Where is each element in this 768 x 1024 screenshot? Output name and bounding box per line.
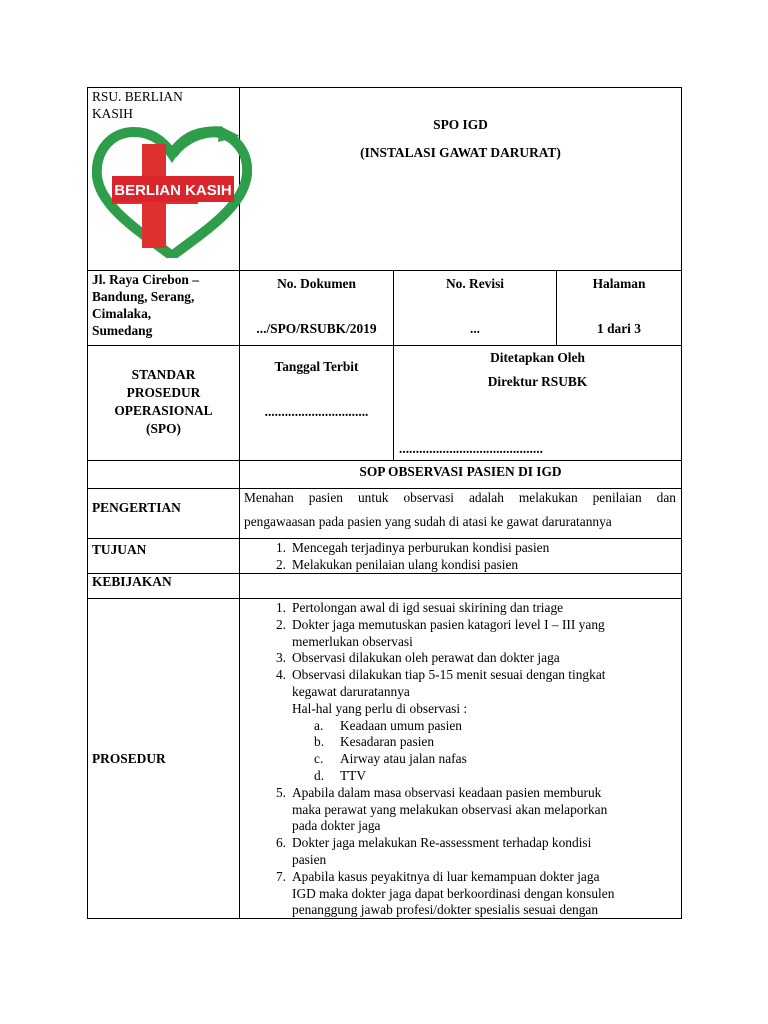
direktur-label: Direktur RSUBK xyxy=(487,374,588,389)
list-item: 3. Observasi dilakukan oleh perawat dan dokter jaga xyxy=(275,650,560,666)
halaman-label: Halaman xyxy=(592,276,646,291)
table-row-divider xyxy=(87,270,682,271)
address-line: Cimalaka, xyxy=(92,306,152,321)
list-item: 7. Apabila kasus peyakitnya di luar kemampuan dokter jaga IGD maka dokter jaga dapat berkoordinasi dengan konsulen penanggung jawab profesi/dokter spesialis sesuai dengan xyxy=(275,868,615,918)
standard-line: (SPO) xyxy=(146,421,181,436)
standard-line: OPERASIONAL xyxy=(114,403,213,418)
table-row-divider xyxy=(87,538,682,539)
sub-list-item: b. Kesadaran pasien xyxy=(314,734,435,750)
pengertian-text: pengawaasan pada pasien yang sudah di atasi ke gawat daruratannya xyxy=(244,514,612,529)
tanggal-terbit-value: ............................... xyxy=(264,404,369,419)
table-row-divider xyxy=(87,345,682,346)
logo-text: BERLIAN KASIH xyxy=(114,182,232,199)
standard-line: PROSEDUR xyxy=(126,385,201,400)
tanggal-terbit-label: Tanggal Terbit xyxy=(274,359,359,374)
observasi-sublist xyxy=(292,718,680,785)
sub-list-item: c. Airway atau jalan nafas xyxy=(314,751,467,767)
table-border-top xyxy=(87,87,682,88)
pengertian-text: Menahan pasien untuk observasi adalah melakukan penilaian dan xyxy=(244,490,676,505)
ditetapkan-label: Ditetapkan Oleh xyxy=(490,350,585,365)
tujuan-list xyxy=(240,540,680,574)
hospital-name-line1: RSU. BERLIAN xyxy=(92,89,183,104)
list-item: 2. Dokter jaga memutuskan pasien katagori level I – III yang memerlukan observasi xyxy=(275,616,605,649)
tujuan-label: TUJUAN xyxy=(92,542,147,557)
sop-title: SOP OBSERVASI PASIEN DI IGD xyxy=(359,464,562,479)
halaman-value: 1 dari 3 xyxy=(597,321,641,336)
address-line: Bandung, Serang, xyxy=(92,289,195,304)
hospital-name-line2: KASIH xyxy=(92,106,133,121)
list-item: 1. Mencegah terjadinya perburukan kondisi pasien xyxy=(275,540,550,555)
document-title: SPO IGD xyxy=(433,117,488,132)
list-item: 6. Dokter jaga melakukan Re-assessment terhadap kondisi pasien xyxy=(275,835,592,867)
document-subtitle: (INSTALASI GAWAT DARURAT) xyxy=(360,145,561,160)
prosedur-list xyxy=(240,600,680,919)
pengertian-label: PENGERTIAN xyxy=(92,500,181,515)
table-border-right xyxy=(681,87,682,919)
table-row-divider xyxy=(87,488,682,489)
no-dokumen-label: No. Dokumen xyxy=(277,276,356,291)
prosedur-label: PROSEDUR xyxy=(92,751,166,766)
address-line: Sumedang xyxy=(92,323,153,338)
list-item: 2. Melakukan penilaian ulang kondisi pasien xyxy=(275,556,519,572)
list-item: 1. Pertolongan awal di igd sesuai skirining dan triage xyxy=(275,600,564,615)
kebijakan-label: KEBIJAKAN xyxy=(92,574,172,589)
sub-list-item: a. Keadaan umum pasien xyxy=(314,717,462,733)
address-line: Jl. Raya Cirebon – xyxy=(92,272,199,287)
list-item: 5. Apabila dalam masa observasi keadaan pasien memburuk maka perawat yang melakukan observasi akan melaporkan pada dokter jaga xyxy=(275,784,608,834)
list-item: 4. Observasi dilakukan tiap 5-15 menit sesuai dengan tingkat kegawat daruratannya Hal-hal yang perlu di observasi : a. Keadaan umum pasien b. Kesadaran pasien c. Airway atau jalan nafas d. TTV xyxy=(240,667,680,785)
no-revisi-value: ... xyxy=(469,321,481,336)
standard-line: STANDAR xyxy=(131,367,196,382)
no-revisi-label: No. Revisi xyxy=(445,276,505,291)
table-border-left xyxy=(87,87,88,919)
table-row-divider xyxy=(87,460,682,461)
no-dokumen-value: .../SPO/RSUBK/2019 xyxy=(256,321,377,336)
table-row-divider xyxy=(87,598,682,599)
signature-line: ........................................... xyxy=(399,441,543,456)
hospital-logo xyxy=(92,126,252,258)
sub-list-item: d. TTV xyxy=(314,767,367,783)
